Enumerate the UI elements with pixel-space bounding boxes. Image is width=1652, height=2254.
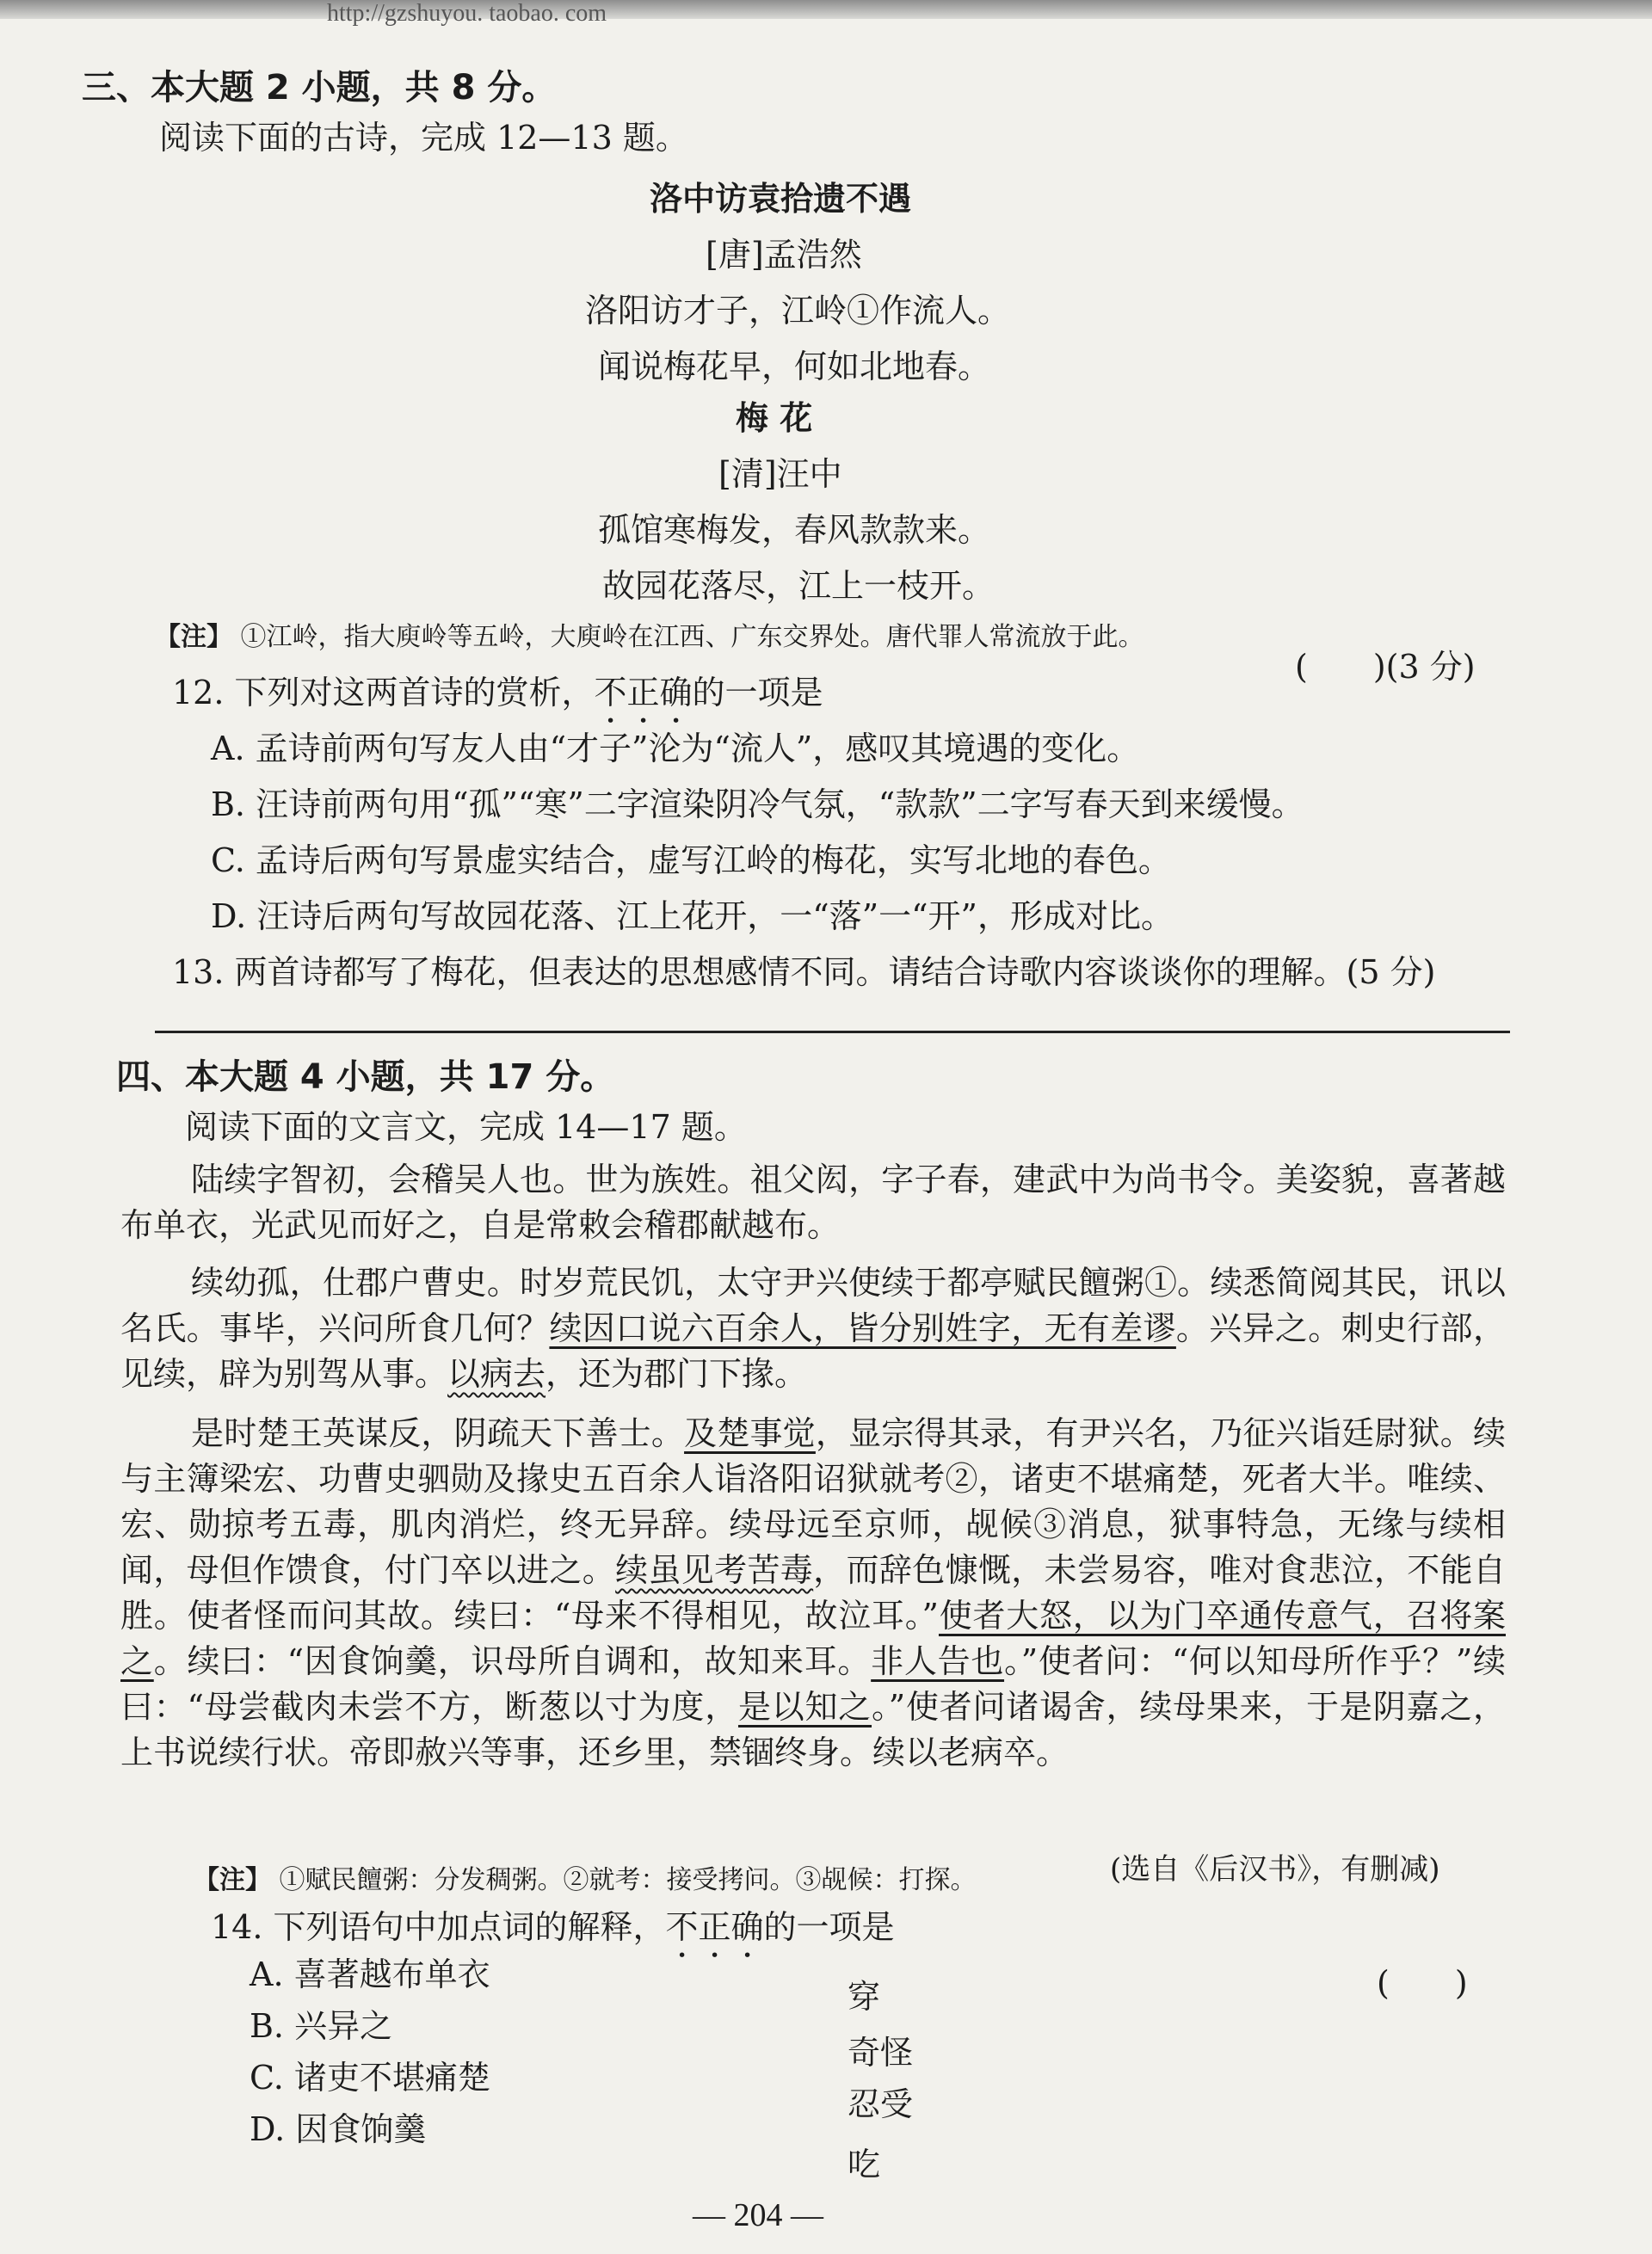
q14-option-b: B. 兴异之 bbox=[250, 2007, 393, 2045]
q12-option-b: B. 汪诗前两句用“孤”“寒”二字渲染阴冷气氛，“款款”二字写春天到来缓慢。 bbox=[211, 785, 1304, 823]
p3-text-e: 。”使者问：“何以知母所作乎？”续曰：“母尝截肉未尝不方，断葱以寸为度， bbox=[120, 1642, 1506, 1726]
q14-stem-emphasis: 不正确 bbox=[665, 1908, 764, 1946]
note-text-2: ①赋民饘粥：分发稠粥。②就考：接受拷问。③觇候：打探。 bbox=[279, 1865, 977, 1895]
q14-stem-start: 14. 下列语句中加点词的解释， bbox=[211, 1908, 666, 1946]
p2-underlined: 续因口说六百余人，皆分别姓字，无有差谬 bbox=[549, 1309, 1176, 1347]
note-text: ①江岭，指大庾岭等五岭，大庾岭在江西、广东交界处。唐代罪人常流放于此。 bbox=[240, 622, 1144, 652]
q12-score: ( )(3 分) bbox=[1295, 648, 1476, 686]
page-number: — 204 — bbox=[693, 2197, 823, 2233]
section4-note bbox=[194, 1858, 977, 1896]
q14-option-d: D. 因食饷羹 bbox=[250, 2110, 427, 2148]
p3-underlined-3: 非人告也 bbox=[871, 1642, 1005, 1680]
q12-stem bbox=[172, 671, 823, 730]
poem1-line1: 洛阳访才子，江岭①作流人。 bbox=[585, 292, 1011, 329]
q14-paren: ( ) bbox=[1377, 1964, 1468, 2002]
p2-text-b: 。兴异之。刺史行部，见续，辟为别驾从事。 bbox=[120, 1309, 1506, 1393]
poem1-author: [唐]孟浩然 bbox=[706, 236, 862, 274]
passage-paragraph-1: 陆续字智初，会稽吴人也。世为族姓。祖父闳，字子春，建武中为尚书令。美姿貌，喜著越布单衣，光武见而好之，自是常敕会稽郡献越布。 bbox=[120, 1161, 1506, 1244]
p3-text-b: ，显宗得其录，有尹兴名，乃征兴诣廷尉狱。续与主簿梁宏、功曹史驷勋及掾史五百余人诣洛阳诏狱就考②，诸吏不堪痛楚，死者大半。唯续、宏、勋掠考五毒，肌肉消烂，终无异辞。续母远至京师，觇候③消息，狱事特急，无缘与续相闻，母但作馈食，付门卒以进之。 bbox=[120, 1414, 1506, 1589]
p3-underlined-4: 是以知之 bbox=[737, 1688, 872, 1726]
header-url: http://gzshuyou. taobao. com bbox=[327, 0, 607, 27]
q14-answer-b: 奇怪 bbox=[848, 2034, 914, 2072]
q13-stem: 13. 两首诗都写了梅花，但表达的思想感情不同。请结合诗歌内容谈谈你的理解。(5 分) bbox=[172, 953, 1436, 991]
passage-paragraph-3 bbox=[120, 1411, 1506, 1776]
q12-option-c: C. 孟诗后两句写景虚实结合，虚写江岭的梅花，实写北地的春色。 bbox=[211, 841, 1171, 879]
top-scan-edge bbox=[0, 0, 1652, 19]
section3-instruction: 阅读下面的古诗，完成 12—13 题。 bbox=[159, 119, 688, 157]
q14-option-a: A. 喜著越布单衣 bbox=[250, 1955, 490, 1993]
q14-answer-c: 忍受 bbox=[848, 2085, 914, 2123]
poem1-title: 洛中访袁拾遗不遇 bbox=[650, 180, 912, 218]
p2-wavy: 以病去 bbox=[447, 1355, 546, 1393]
q14-answer-a: 穿 bbox=[848, 1978, 881, 2016]
poem2-title: 梅 花 bbox=[736, 399, 813, 437]
answer-line bbox=[155, 1031, 1510, 1033]
q14-answer-d: 吃 bbox=[848, 2146, 881, 2183]
q12-stem-start: 12. 下列对这两首诗的赏析， bbox=[172, 674, 595, 711]
poem2-line1: 孤馆寒梅发，春风款款来。 bbox=[598, 511, 991, 549]
section4-instruction: 阅读下面的文言文，完成 14—17 题。 bbox=[185, 1108, 747, 1146]
section4-heading: 四、本大题 4 小题，共 17 分。 bbox=[116, 1057, 615, 1097]
q12-option-d: D. 汪诗后两句写故园花落、江上花开，一“落”一“开”，形成对比。 bbox=[211, 897, 1174, 935]
p3-text-a: 是时楚王英谋反，阴疏天下善士。 bbox=[191, 1414, 685, 1452]
note-label-2: 【注】 bbox=[194, 1865, 271, 1895]
q12-stem-emphasis: 不正确 bbox=[594, 674, 693, 711]
p2-text-a: 续幼孤，仕郡户曹史。时岁荒民饥，太守尹兴使续于都亭赋民饘粥①。续悉简阅其民，讯以名氏。事毕，兴问所食几何？ bbox=[120, 1264, 1506, 1347]
note-label: 【注】 bbox=[155, 622, 232, 652]
poem1-line2: 闻说梅花早，何如北地春。 bbox=[598, 348, 991, 385]
p3-text-f: 。”使者问诸谒舍，续母果来，于是阴嘉之，上书说续行状。帝即赦兴等事，还乡里，禁锢终身。续以老病卒。 bbox=[120, 1688, 1506, 1771]
p3-underlined-1: 及楚事觉 bbox=[684, 1414, 816, 1452]
p2-text-c: ，还为郡门下掾。 bbox=[546, 1355, 808, 1393]
p3-underlined-2: 使者大怒，以为门卒通传意气，召将案之 bbox=[120, 1597, 1506, 1680]
p3-text-d: 。续曰：“因食饷羹，识母所自调和，故知来耳。 bbox=[153, 1642, 872, 1680]
p3-text-c: ，而辞色慷慨，未尝易容，唯对食悲泣，不能自胜。使者怪而问其故。续曰：“母来不得相见，故泣耳。” bbox=[120, 1551, 1506, 1635]
q14-stem-end: 的一项是 bbox=[763, 1908, 895, 1946]
poem2-author: [清]汪中 bbox=[718, 455, 842, 493]
section3-heading: 三、本大题 2 小题，共 8 分。 bbox=[82, 68, 557, 108]
q14-option-c: C. 诸吏不堪痛楚 bbox=[250, 2059, 490, 2097]
q12-option-a: A. 孟诗前两句写友人由“才子”沦为“流人”，感叹其境遇的变化。 bbox=[211, 730, 1140, 767]
q12-stem-end: 的一项是 bbox=[692, 674, 823, 711]
p3-wavy-1: 续虽见考苦毒 bbox=[615, 1551, 814, 1589]
passage-paragraph-2 bbox=[120, 1260, 1506, 1397]
passage-source: (选自《后汉书》，有删减) bbox=[1110, 1852, 1440, 1887]
poem2-line2: 故园花落尽，江上一枝开。 bbox=[602, 567, 996, 605]
section3-note bbox=[155, 615, 1144, 653]
